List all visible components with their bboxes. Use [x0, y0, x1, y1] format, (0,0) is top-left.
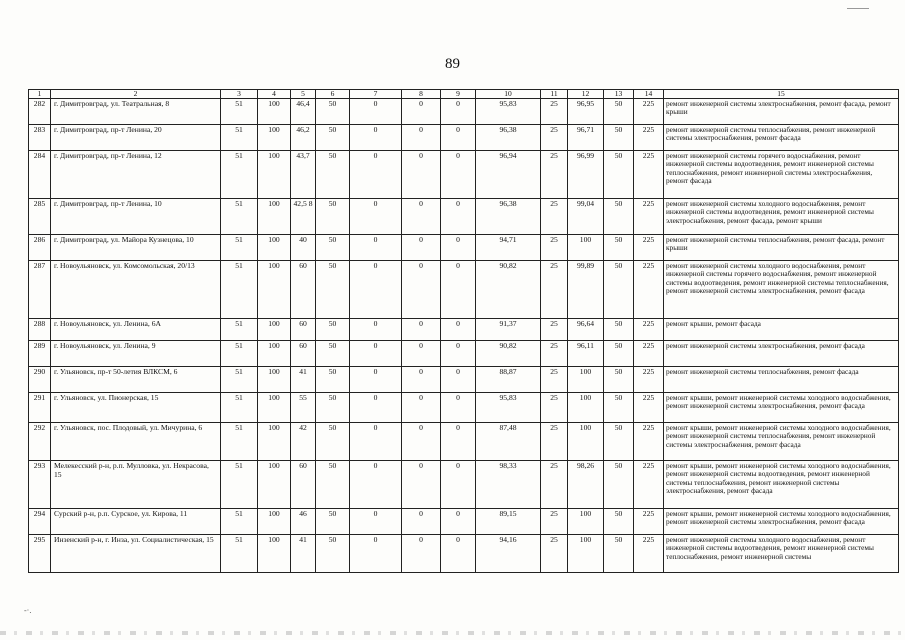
value-cell: 50	[604, 199, 634, 235]
row-number-cell: 294	[29, 509, 51, 535]
value-cell: 50	[316, 461, 350, 509]
work-description-cell: ремонт инженерной системы холодного водоснабжения, ремонт инженерной системы горячего водоснабжения, ремонт инженерной системы водоотведения, ремонт инженерной системы теплоснабжения, ремонт инженерной системы электроснабжения, ремонт фасада	[664, 261, 899, 319]
scan-artifact-line	[0, 631, 905, 635]
value-cell: 100	[568, 235, 604, 261]
table-row	[29, 509, 899, 535]
value-cell: 100	[568, 423, 604, 461]
address-cell: Инзенский р-н, г. Инза, ул. Социалистическая, 15	[51, 535, 221, 573]
page-number: 89	[445, 56, 460, 72]
value-cell: 0	[350, 125, 402, 151]
value-cell: 0	[350, 341, 402, 367]
value-cell: 100	[568, 393, 604, 423]
value-cell: 41	[291, 535, 316, 573]
value-cell: 60	[291, 461, 316, 509]
value-cell: 0	[441, 125, 476, 151]
value-cell: 55	[291, 393, 316, 423]
value-cell: 225	[634, 99, 664, 125]
row-number-cell: 287	[29, 261, 51, 319]
value-cell: 0	[441, 151, 476, 199]
header-cell: 1	[29, 90, 51, 99]
value-cell: 0	[441, 319, 476, 341]
value-cell: 25	[541, 423, 568, 461]
value-cell: 89,15	[476, 509, 541, 535]
value-cell: 50	[604, 341, 634, 367]
header-cell: 7	[350, 90, 402, 99]
table-row	[29, 535, 899, 573]
row-number-cell: 293	[29, 461, 51, 509]
value-cell: 51	[221, 261, 258, 319]
table-row	[29, 393, 899, 423]
value-cell: 50	[316, 509, 350, 535]
header-cell: 2	[51, 90, 221, 99]
work-description-cell: ремонт инженерной системы горячего водоснабжения, ремонт инженерной системы водоотведения, ремонт инженерной системы теплоснабжения, ремонт инженерной системы электроснабжения, ремонт фасада	[664, 151, 899, 199]
value-cell: 50	[316, 341, 350, 367]
value-cell: 42	[291, 423, 316, 461]
table-row	[29, 125, 899, 151]
value-cell: 50	[604, 261, 634, 319]
value-cell: 0	[350, 461, 402, 509]
header-cell: 11	[541, 90, 568, 99]
value-cell: 50	[316, 261, 350, 319]
table-row	[29, 261, 899, 319]
row-number-cell: 292	[29, 423, 51, 461]
value-cell: 51	[221, 341, 258, 367]
value-cell: 0	[402, 367, 441, 393]
value-cell: 0	[402, 199, 441, 235]
value-cell: 25	[541, 509, 568, 535]
row-number-cell: 295	[29, 535, 51, 573]
header-cell: 9	[441, 90, 476, 99]
value-cell: 225	[634, 341, 664, 367]
value-cell: 0	[402, 393, 441, 423]
value-cell: 100	[258, 199, 291, 235]
value-cell: 51	[221, 199, 258, 235]
address-cell: г. Ульяновск, пр-т 50-летия ВЛКСМ, 6	[51, 367, 221, 393]
header-cell: 3	[221, 90, 258, 99]
value-cell: 0	[402, 99, 441, 125]
value-cell: 50	[316, 99, 350, 125]
row-number-cell: 288	[29, 319, 51, 341]
value-cell: 100	[258, 261, 291, 319]
value-cell: 50	[316, 125, 350, 151]
value-cell: 0	[350, 151, 402, 199]
value-cell: 46,4	[291, 99, 316, 125]
value-cell: 50	[316, 535, 350, 573]
address-cell: г. Димитровград, ул. Театральная, 8	[51, 99, 221, 125]
value-cell: 25	[541, 151, 568, 199]
address-cell: г. Новоульяновск, ул. Комсомольская, 20/13	[51, 261, 221, 319]
header-cell: 14	[634, 90, 664, 99]
table-row	[29, 319, 899, 341]
table-row	[29, 423, 899, 461]
value-cell: 50	[604, 235, 634, 261]
value-cell: 225	[634, 509, 664, 535]
value-cell: 0	[441, 341, 476, 367]
value-cell: 91,37	[476, 319, 541, 341]
value-cell: 98,26	[568, 461, 604, 509]
value-cell: 50	[316, 151, 350, 199]
value-cell: 0	[350, 423, 402, 461]
value-cell: 51	[221, 125, 258, 151]
value-cell: 46,2	[291, 125, 316, 151]
address-cell: г. Ульяновск, ул. Пионерская, 15	[51, 393, 221, 423]
value-cell: 0	[402, 509, 441, 535]
value-cell: 50	[316, 319, 350, 341]
value-cell: 98,33	[476, 461, 541, 509]
value-cell: 50	[604, 423, 634, 461]
work-description-cell: ремонт крыши, ремонт инженерной системы холодного водоснабжения, ремонт инженерной системы электроснабжения, ремонт фасада	[664, 393, 899, 423]
repair-table	[28, 89, 899, 573]
value-cell: 51	[221, 535, 258, 573]
value-cell: 0	[441, 423, 476, 461]
value-cell: 0	[441, 261, 476, 319]
work-description-cell: ремонт инженерной системы холодного водоснабжения, ремонт инженерной системы водоотведения, ремонт инженерной системы теплоснабжения, ремонт инженерной системы	[664, 535, 899, 573]
scan-artifact-mark: -·.	[24, 606, 32, 615]
value-cell: 51	[221, 393, 258, 423]
value-cell: 50	[604, 535, 634, 573]
work-description-cell: ремонт крыши, ремонт инженерной системы холодного водоснабжения, ремонт инженерной системы теплоснабжения, ремонт инженерной системы электроснабжения, ремонт фасада	[664, 423, 899, 461]
value-cell: 0	[350, 235, 402, 261]
value-cell: 25	[541, 393, 568, 423]
value-cell: 50	[316, 367, 350, 393]
value-cell: 88,87	[476, 367, 541, 393]
scan-artifact	[847, 8, 869, 9]
value-cell: 225	[634, 535, 664, 573]
value-cell: 225	[634, 235, 664, 261]
value-cell: 51	[221, 367, 258, 393]
value-cell: 0	[350, 99, 402, 125]
value-cell: 0	[402, 319, 441, 341]
address-cell: г. Димитровград, пр-т Ленина, 10	[51, 199, 221, 235]
value-cell: 0	[350, 199, 402, 235]
value-cell: 60	[291, 319, 316, 341]
value-cell: 225	[634, 393, 664, 423]
value-cell: 50	[604, 461, 634, 509]
value-cell: 0	[441, 393, 476, 423]
value-cell: 50	[604, 125, 634, 151]
value-cell: 225	[634, 261, 664, 319]
work-description-cell: ремонт крыши, ремонт инженерной системы холодного водоснабжения, ремонт инженерной системы водоотведения, ремонт инженерной системы теплоснабжения, ремонт инженерной системы электроснабжения, ремонт фасада	[664, 461, 899, 509]
header-row	[29, 90, 899, 99]
value-cell: 50	[604, 509, 634, 535]
value-cell: 41	[291, 367, 316, 393]
value-cell: 96,64	[568, 319, 604, 341]
value-cell: 50	[604, 99, 634, 125]
value-cell: 225	[634, 319, 664, 341]
row-number-cell: 291	[29, 393, 51, 423]
value-cell: 0	[350, 319, 402, 341]
row-number-cell: 283	[29, 125, 51, 151]
value-cell: 225	[634, 461, 664, 509]
table-row	[29, 199, 899, 235]
value-cell: 0	[402, 461, 441, 509]
value-cell: 94,71	[476, 235, 541, 261]
table-row	[29, 151, 899, 199]
value-cell: 96,95	[568, 99, 604, 125]
value-cell: 25	[541, 319, 568, 341]
table-row	[29, 461, 899, 509]
value-cell: 96,11	[568, 341, 604, 367]
row-number-cell: 282	[29, 99, 51, 125]
value-cell: 50	[316, 423, 350, 461]
value-cell: 94,16	[476, 535, 541, 573]
address-cell: г. Новоульяновск, ул. Ленина, 6А	[51, 319, 221, 341]
header-cell: 15	[664, 90, 899, 99]
value-cell: 25	[541, 535, 568, 573]
value-cell: 96,71	[568, 125, 604, 151]
value-cell: 42,5 8	[291, 199, 316, 235]
work-description-cell: ремонт крыши, ремонт инженерной системы холодного водоснабжения, ремонт инженерной системы электроснабжения, ремонт фасада	[664, 509, 899, 535]
value-cell: 0	[441, 367, 476, 393]
value-cell: 0	[402, 535, 441, 573]
work-description-cell: ремонт инженерной системы теплоснабжения, ремонт инженерной системы электроснабжения, ремонт фасада	[664, 125, 899, 151]
value-cell: 90,82	[476, 341, 541, 367]
value-cell: 0	[402, 125, 441, 151]
value-cell: 0	[402, 341, 441, 367]
value-cell: 95,83	[476, 393, 541, 423]
value-cell: 60	[291, 261, 316, 319]
value-cell: 0	[441, 509, 476, 535]
row-number-cell: 289	[29, 341, 51, 367]
address-cell: Мелекесский р-н, р.п. Мулловка, ул. Некрасова, 15	[51, 461, 221, 509]
table-row	[29, 99, 899, 125]
work-description-cell: ремонт инженерной системы электроснабжения, ремонт фасада	[664, 341, 899, 367]
work-description-cell: ремонт инженерной системы теплоснабжения, ремонт фасада	[664, 367, 899, 393]
value-cell: 50	[316, 235, 350, 261]
value-cell: 100	[258, 367, 291, 393]
value-cell: 25	[541, 125, 568, 151]
value-cell: 40	[291, 235, 316, 261]
value-cell: 225	[634, 151, 664, 199]
value-cell: 100	[258, 151, 291, 199]
value-cell: 25	[541, 261, 568, 319]
header-cell: 13	[604, 90, 634, 99]
row-number-cell: 285	[29, 199, 51, 235]
work-description-cell: ремонт инженерной системы теплоснабжения, ремонт фасада, ремонт крыши	[664, 235, 899, 261]
header-cell: 12	[568, 90, 604, 99]
value-cell: 100	[258, 319, 291, 341]
address-cell: г. Димитровград, ул. Майора Кузнецова, 10	[51, 235, 221, 261]
value-cell: 0	[441, 199, 476, 235]
value-cell: 100	[258, 99, 291, 125]
value-cell: 51	[221, 151, 258, 199]
value-cell: 0	[350, 367, 402, 393]
table-row	[29, 341, 899, 367]
row-number-cell: 286	[29, 235, 51, 261]
value-cell: 0	[441, 461, 476, 509]
value-cell: 96,38	[476, 125, 541, 151]
value-cell: 100	[568, 509, 604, 535]
value-cell: 43,7	[291, 151, 316, 199]
value-cell: 0	[441, 535, 476, 573]
value-cell: 95,83	[476, 99, 541, 125]
address-cell: г. Ульяновск, пос. Плодовый, ул. Мичурина, 6	[51, 423, 221, 461]
value-cell: 51	[221, 423, 258, 461]
header-cell: 4	[258, 90, 291, 99]
value-cell: 51	[221, 99, 258, 125]
value-cell: 25	[541, 367, 568, 393]
header-cell: 6	[316, 90, 350, 99]
value-cell: 96,38	[476, 199, 541, 235]
value-cell: 225	[634, 199, 664, 235]
value-cell: 225	[634, 125, 664, 151]
work-description-cell: ремонт крыши, ремонт фасада	[664, 319, 899, 341]
table-row	[29, 367, 899, 393]
value-cell: 25	[541, 461, 568, 509]
address-cell: г. Новоульяновск, ул. Ленина, 9	[51, 341, 221, 367]
value-cell: 51	[221, 461, 258, 509]
value-cell: 50	[316, 199, 350, 235]
value-cell: 25	[541, 341, 568, 367]
value-cell: 90,82	[476, 261, 541, 319]
value-cell: 87,48	[476, 423, 541, 461]
value-cell: 25	[541, 235, 568, 261]
value-cell: 0	[402, 261, 441, 319]
value-cell: 100	[568, 367, 604, 393]
value-cell: 46	[291, 509, 316, 535]
value-cell: 0	[350, 535, 402, 573]
value-cell: 51	[221, 235, 258, 261]
value-cell: 100	[258, 423, 291, 461]
table-row	[29, 235, 899, 261]
header-cell: 8	[402, 90, 441, 99]
value-cell: 25	[541, 99, 568, 125]
header-cell: 10	[476, 90, 541, 99]
value-cell: 0	[402, 151, 441, 199]
value-cell: 50	[604, 367, 634, 393]
value-cell: 96,99	[568, 151, 604, 199]
value-cell: 0	[350, 393, 402, 423]
row-number-cell: 284	[29, 151, 51, 199]
value-cell: 0	[350, 261, 402, 319]
value-cell: 51	[221, 509, 258, 535]
value-cell: 100	[258, 509, 291, 535]
value-cell: 0	[350, 509, 402, 535]
value-cell: 0	[441, 235, 476, 261]
value-cell: 0	[441, 99, 476, 125]
work-description-cell: ремонт инженерной системы электроснабжения, ремонт фасада, ремонт крыши	[664, 99, 899, 125]
address-cell: Сурский р-н, р.п. Сурское, ул. Кирова, 11	[51, 509, 221, 535]
value-cell: 0	[402, 235, 441, 261]
value-cell: 50	[604, 151, 634, 199]
value-cell: 100	[568, 535, 604, 573]
value-cell: 50	[604, 319, 634, 341]
header-cell: 5	[291, 90, 316, 99]
address-cell: г. Димитровград, пр-т Ленина, 20	[51, 125, 221, 151]
value-cell: 225	[634, 423, 664, 461]
row-number-cell: 290	[29, 367, 51, 393]
value-cell: 25	[541, 199, 568, 235]
value-cell: 100	[258, 235, 291, 261]
value-cell: 50	[604, 393, 634, 423]
value-cell: 0	[402, 423, 441, 461]
value-cell: 51	[221, 319, 258, 341]
value-cell: 100	[258, 461, 291, 509]
value-cell: 50	[316, 393, 350, 423]
value-cell: 100	[258, 125, 291, 151]
value-cell: 100	[258, 393, 291, 423]
work-description-cell: ремонт инженерной системы холодного водоснабжения, ремонт инженерной системы водоотведения, ремонт инженерной системы электроснабжения, ремонт фасада, ремонт крыши	[664, 199, 899, 235]
value-cell: 96,94	[476, 151, 541, 199]
repair-table-container	[28, 89, 898, 573]
value-cell: 100	[258, 535, 291, 573]
value-cell: 99,89	[568, 261, 604, 319]
value-cell: 60	[291, 341, 316, 367]
value-cell: 100	[258, 341, 291, 367]
value-cell: 99,04	[568, 199, 604, 235]
address-cell: г. Димитровград, пр-т Ленина, 12	[51, 151, 221, 199]
value-cell: 225	[634, 367, 664, 393]
